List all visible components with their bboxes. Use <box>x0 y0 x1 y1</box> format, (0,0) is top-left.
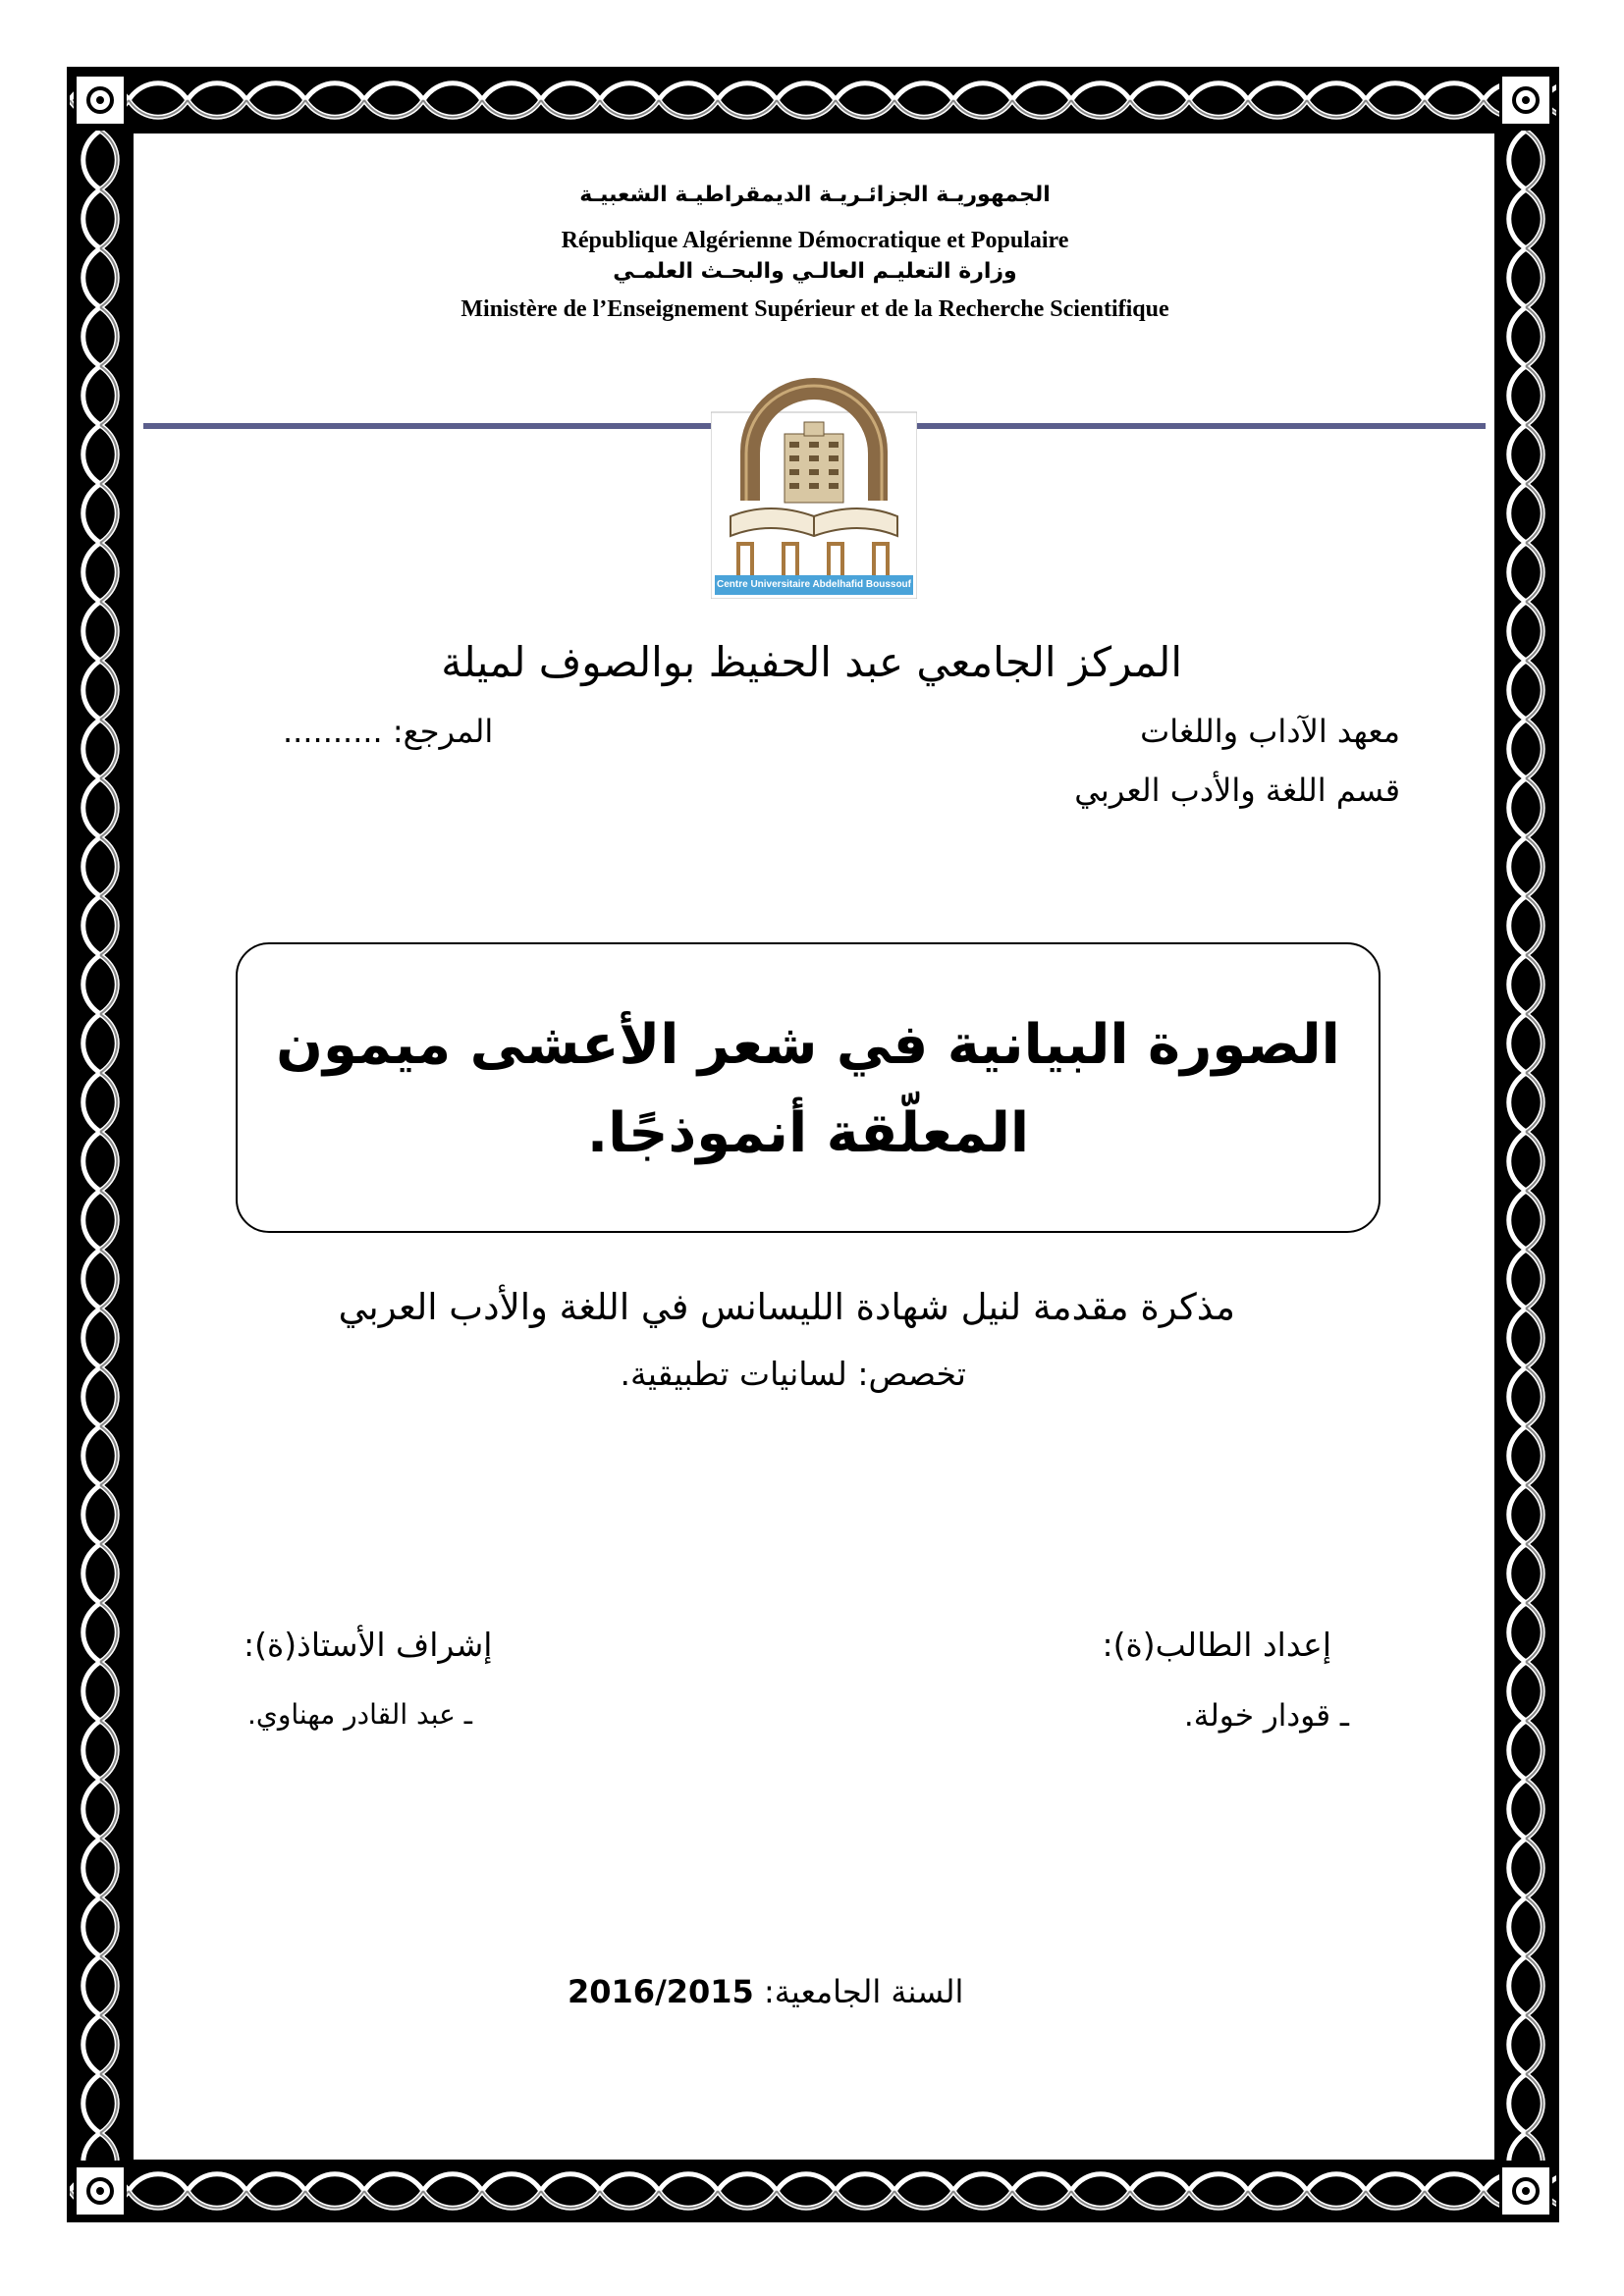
supervisor-label: إشراف الأستاذ(ة): <box>244 1626 493 1664</box>
institution-name: المركز الجامعي عبد الحفيظ بوالصوف لميلة <box>441 638 1182 686</box>
logo-caption: Centre Universitaire Abdelhafid Boussouf Mila <box>715 575 913 595</box>
student-name: ـ قودار خولة. <box>1183 1698 1349 1734</box>
header-rule-right <box>916 423 1486 429</box>
reference-field: المرجع: .......... <box>283 713 494 750</box>
corner-ornament-icon <box>1499 74 1552 127</box>
thesis-title-line-2: المعلّقة أنموذجًا. <box>586 1101 1030 1165</box>
memo-description: مذكرة مقدمة لنيل شهادة الليسانس في اللغة والأدب العربي <box>338 1286 1235 1328</box>
student-label: إعداد الطالب(ة): <box>1102 1626 1331 1664</box>
border-pattern-right <box>1495 131 1556 2161</box>
supervisor-name: ـ عبد القادر مهناوي. <box>247 1698 472 1731</box>
university-logo-icon <box>711 363 917 610</box>
corner-ornament-icon <box>74 2164 127 2217</box>
corner-ornament-icon <box>74 74 127 127</box>
border-pattern-left <box>70 131 131 2161</box>
header-rule-left <box>143 423 711 429</box>
border-pattern-top <box>70 70 1556 131</box>
border-pattern-bottom <box>70 2161 1556 2221</box>
ministry-arabic: وزارة التعليـم العالـي والبحـث العلمـي <box>613 259 1017 284</box>
republic-arabic: الجمهوريـة الجزائـريـة الديمقراطيـة الشعبيـة <box>579 183 1051 207</box>
corner-ornament-icon <box>1499 2164 1552 2217</box>
academic-year <box>568 1973 963 2010</box>
academic-year-value: 2016/2015 <box>568 1973 754 2010</box>
ministry-french: Ministère de l’Enseignement Supérieur et de la Recherche Scientifique <box>460 296 1169 322</box>
thesis-title-line-1: الصورة البيانية في شعر الأعشى ميمون <box>276 1013 1340 1077</box>
institute-name: معهد الآداب واللغات <box>1140 713 1400 750</box>
republic-french: République Algérienne Démocratique et Populaire <box>561 228 1069 253</box>
specialty: تخصص: لسانيات تطبيقية. <box>620 1355 966 1393</box>
academic-year-label: السنة الجامعية: <box>763 1973 964 2010</box>
department-name: قسم اللغة والأدب العربي <box>1074 772 1400 809</box>
thesis-title-box <box>236 942 1380 1233</box>
